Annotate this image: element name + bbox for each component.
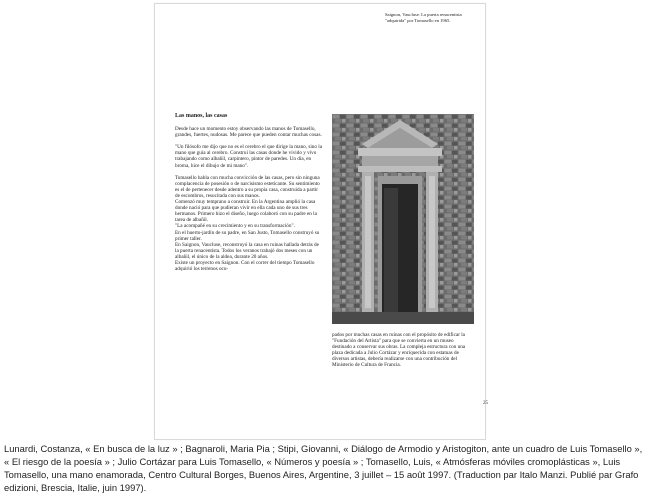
- page-number: 25: [483, 401, 488, 406]
- paragraph: Comenzó muy temprano a construir. En la Argentina amplió la casa donde nació para que pudieran vivir en ella cada uno de sus tres hermanos. Primero hizo el diseño, luego colaboró con su padre en la tarea de albañil.: [175, 199, 317, 224]
- renaissance-door-photo: [332, 114, 474, 324]
- paragraph: "Un filósofo me dijo que no es el cerebro el que dirige la mano, sino la mano que guía al cerebro. Construí las casas donde he vivido y vivo trabajando como albañil, carpintero, pintor de paredes. Un día, en broma, hice el dibujo de mi mano".: [175, 144, 323, 169]
- book-page: [154, 3, 486, 440]
- paragraph: Desde hace un momento estoy observando las manos de Tomasello, grandes, fuertes, nudosas. Me parece que pueden contar muchas cosas.: [175, 126, 322, 139]
- left-column: [175, 113, 323, 272]
- section-heading: Las manos, las casas: [175, 113, 228, 119]
- source-caption: Lunardi, Costanza, « En busca de la luz » ; Bagnaroli, Maria Pia ; Stipi, Giovanni, « Diálogo de Armodio y Aristogiton, ante un cuadro de Luis Tomasello », « El riesgo de la poesía » ; Julio Cortázar para Luis Tomasello, « Números y poesía » ; Tomasello, Luis, « Atmósferas móviles cromoplásticas », Luis Tomasello, una mano enamorada, Centro Cultural Borges, Buenos Aires, Argentine, 3 juillet – 15 août 1997. (Traduction par Italo Manzi. Publié par Grafo edizioni, Brescia, Italie, juin 1997).: [4, 443, 643, 493]
- paragraph: Tomasello habla con mucha convicción de las casas, pero sin ninguna complacencia de posesión o de narcisismo esteticante. Su sentimiento es el de pertenecer desde adentro a su propia casa, construida a partir de escombros, resucitada con sus manos.: [175, 174, 320, 199]
- paragraph: En Saignon, Vaucluse, reconstruyó la casa en ruinas hallada detrás de la puerta renacentista. Todos los veranos trabajó dos meses con un albañil, el único de la aldea, durante 20 años.: [175, 241, 319, 260]
- paragraph: "La acompañé en su crecimiento y en su transformación".: [175, 223, 295, 230]
- paragraph: En el huerto-jardín de su padre, en San Justo, Tomasello construyó su primer taller.: [175, 229, 320, 242]
- photo-caption: Saignon, Vaucluse. La puerta renacentista "adquirida" por Tomasello en 1965.: [385, 12, 462, 23]
- right-column: pados por muchas casas en ruinas con el propósito de edificar la "Fundación del Artista" para que se convierta en un museo destinado a conservar sus obras. La compleja estructura con una plaza dedicada a Julio Cortázar y enriquecida con estatuas de diversos artistas, debería realizarse con una contribución del Ministerio de Cultura de Francia.: [332, 332, 466, 369]
- paragraph: Existe un proyecto en Saignon. Con el correr del tiempo Tomasello adquirió los terrenos ocu-: [175, 259, 315, 273]
